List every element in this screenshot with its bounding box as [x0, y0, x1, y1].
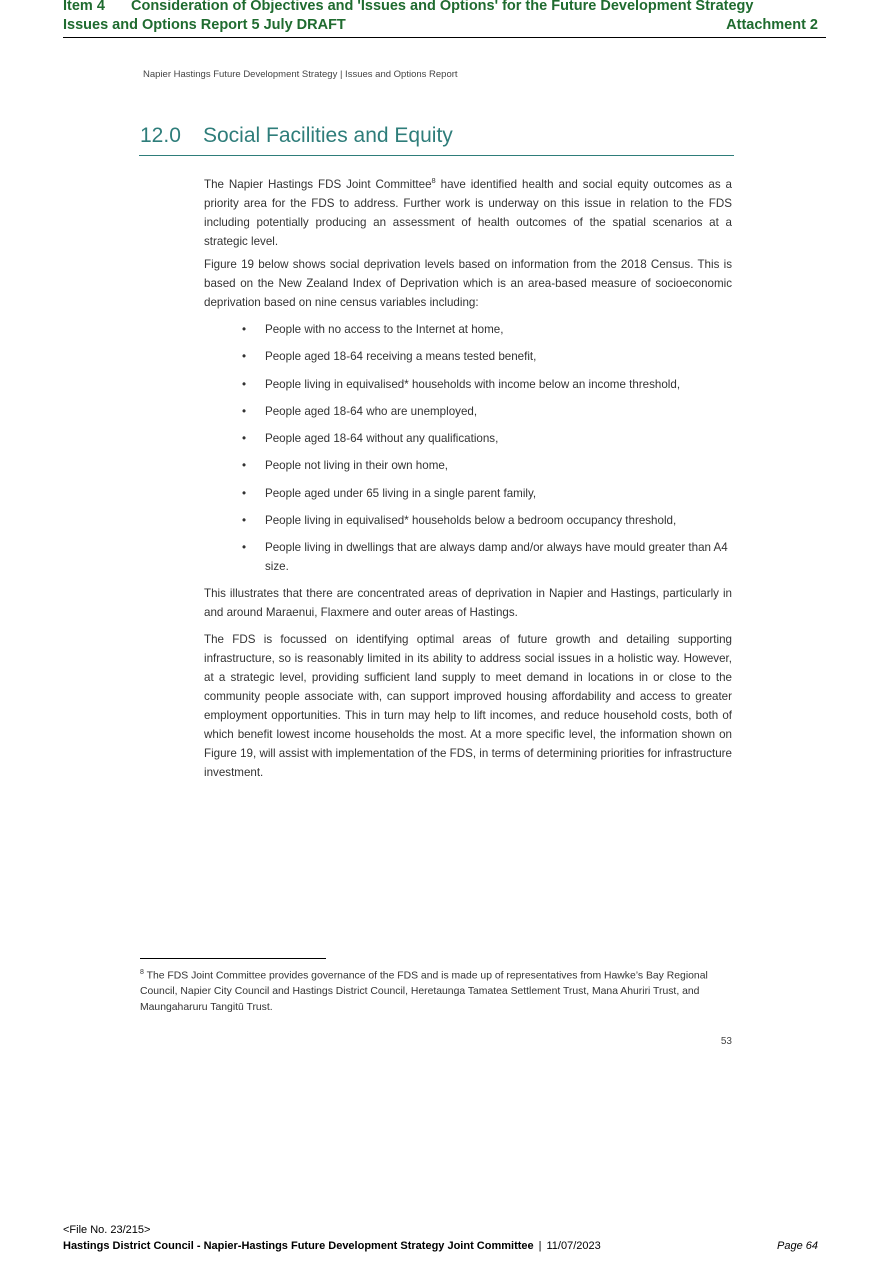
footer-separator: | — [538, 1240, 542, 1252]
paragraph-concentration: This illustrates that there are concentrated areas of deprivation in Napier and Hastings, particularly in and around Maraenui, Flaxmere and outer areas of Hastings. — [204, 587, 732, 619]
list-item — [204, 347, 732, 366]
list-item — [204, 429, 732, 448]
bullet-icon: • — [242, 514, 247, 528]
list-item — [204, 402, 732, 421]
file-number: <File No. 23/215> — [63, 1224, 151, 1236]
paragraph-fds-focus: The FDS is focussed on identifying optimal areas of future growth and detailing supporting infrastructure, so is reasonably limited in its ability to address social issues in a holistic way. However, at a strategic level, providing sufficient land supply to meet demand in locations in or close to the community people associate with, can support improved housing affordability and access to greater employment opportunities. This in turn may help to lift incomes, and reduce household costs, both of which benefit lowest income households the most. At a more specific level, the information shown on Figure 19, will assist with implementation of the FDS, in terms of determining priorities for infrastructure investment. — [204, 633, 732, 779]
list-item-text: People aged 18-64 receiving a means tested benefit, — [265, 350, 537, 364]
section-number: 12.0 — [140, 124, 181, 147]
paragraph-intro-text-b: have identified health and social equity outcomes as a priority area for the FDS to address. Further work is underway on this issue in relation to the FDS including potentially producing an assessment of health outcomes of the spatial scenarios at a strategic level. — [204, 177, 732, 248]
report-page-number: 53 — [720, 1036, 732, 1047]
list-item — [204, 538, 732, 576]
bullet-icon: • — [242, 350, 247, 364]
bullet-icon: • — [242, 432, 247, 446]
paragraph-intro-text-a: The Napier Hastings FDS Joint Committee — [204, 177, 432, 191]
bullet-icon: • — [242, 377, 247, 391]
attachment-label: Attachment 2 — [726, 17, 818, 33]
list-item-text: People aged under 65 living in a single parent family, — [265, 486, 537, 500]
list-item-text: People aged 18-64 without any qualifications, — [265, 432, 499, 446]
deprivation-variables-list — [204, 320, 732, 585]
agenda-banner — [63, 0, 826, 38]
list-item-text: People living in equivalised* households below a bedroom occupancy threshold, — [265, 514, 677, 528]
list-item-text: People not living in their own home, — [265, 459, 449, 473]
bullet-icon: • — [242, 541, 247, 555]
section-heading — [139, 124, 734, 156]
list-item-text: People with no access to the Internet at home, — [265, 323, 504, 336]
section-title: Social Facilities and Equity — [203, 124, 453, 147]
running-header: Napier Hastings Future Development Strategy | Issues and Options Report — [143, 69, 458, 80]
footer-date: 11/07/2023 — [546, 1240, 601, 1252]
bullet-icon: • — [242, 459, 247, 473]
report-subtitle: Issues and Options Report 5 July DRAFT — [63, 17, 346, 33]
paragraph-intro — [204, 171, 732, 251]
footnote — [140, 965, 734, 1016]
footnote-text: The FDS Joint Committee provides governance of the FDS and is made up of representatives from Hawke’s Bay Regional Council, Napier City Council and Hastings District Council, Heretaunga Tamatea Settlement Trust, Mana Ahuriri Trust, and Maungaharuru Tangitū Trust. — [140, 970, 708, 1014]
list-item — [204, 375, 732, 394]
list-item-text: People aged 18-64 who are unemployed, — [265, 404, 478, 418]
list-item — [204, 320, 732, 339]
bullet-icon: • — [242, 404, 247, 418]
footnote-number: 8 — [140, 969, 144, 976]
footnote-divider — [140, 958, 326, 959]
list-item — [204, 456, 732, 475]
agenda-item-heading — [63, 0, 753, 14]
footer-meeting-line — [63, 1240, 601, 1252]
list-item — [204, 511, 732, 530]
agenda-item-title: Consideration of Objectives and 'Issues and Options' for the Future Development Strategy — [131, 0, 754, 14]
list-item — [204, 484, 732, 503]
list-item-text: People living in equivalised* households with income below an income threshold, — [265, 377, 681, 391]
list-item-text: People living in dwellings that are always damp and/or always have mould greater than A4 size. — [265, 541, 728, 574]
agenda-item-label: Item 4 — [63, 0, 105, 14]
footer-organisation: Hastings District Council - Napier-Hastings Future Development Strategy Joint Committee — [63, 1240, 534, 1252]
bullet-icon: • — [242, 486, 247, 500]
paragraph-deprivation: Figure 19 below shows social deprivation levels based on information from the 2018 Census. This is based on the New Zealand Index of Deprivation which is an area-based measure of socioeconomic deprivation based on nine census variables including: — [204, 258, 732, 309]
bullet-icon: • — [242, 323, 247, 336]
agenda-page-number: Page 64 — [777, 1240, 818, 1252]
footnote-reference[interactable]: 8 — [431, 176, 436, 185]
